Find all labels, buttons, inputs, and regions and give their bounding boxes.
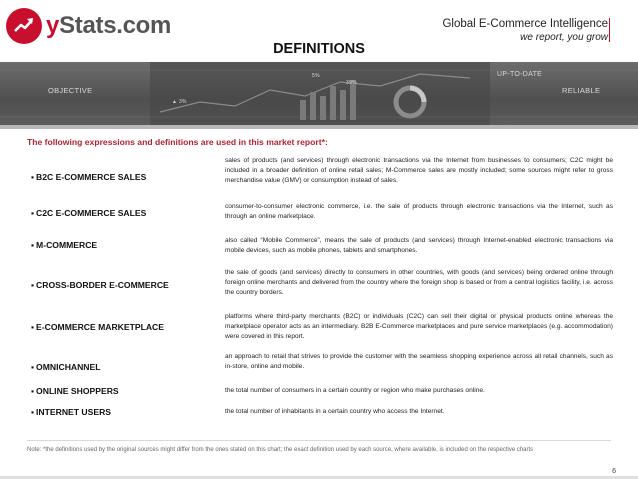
banner-word-objective: OBJECTIVE xyxy=(48,86,93,95)
brand-title: Global E-Commerce Intelligence xyxy=(442,18,608,30)
brand-block xyxy=(442,18,608,43)
definition-text: platforms where third-party merchants (B2C) or individuals (C2C) can sell their digital or physical products online whereas the marketplace operator acts as an intermediary. B2B E-Commerce marketplaces and pure service marketplaces (e.g. accommodation) were covered in this report. xyxy=(225,313,613,340)
definition-term: ▪ C2C E-COMMERCE SALES xyxy=(31,208,146,218)
banner-graphic xyxy=(0,62,638,125)
logo xyxy=(6,8,171,44)
header-banner xyxy=(0,62,638,125)
definition-text: consumer-to-consumer electronic commerce, i.e. the sale of products through electronic transactions via the Internet, such as through an online marketplace. xyxy=(225,203,613,220)
intro-text: The following expressions and definitions are used in this market report*: xyxy=(27,137,328,147)
definition-term: ▪ INTERNET USERS xyxy=(31,407,111,417)
definition-text: sales of products (and services) through electronic transactions via the Internet from businesses to consumers; C2C might be included in a broader definition of online retail sales; M-Commerce sales are mostly included; some sources might refer to gross merchandise value (GMV) or consumption instead of sales. xyxy=(225,157,613,184)
definition-text: the total number of inhabitants in a certain country who access the Internet. xyxy=(225,408,445,415)
definition-text: the sale of goods (and services) directly to consumers in other countries, with goods (and services) being ordered online through foreign online merchants and delivered from the country where the foreign shop is based or from a central logistics facility, i.e. across the country borders. xyxy=(225,269,613,296)
banner-strip xyxy=(0,125,638,129)
logo-arrow-icon xyxy=(6,8,42,44)
definition-text: also called “Mobile Commerce”, means the sale of products (and services) through Internet-enabled electronic transactions via mobile devices, such as mobile phones, tablets and smartphones. xyxy=(225,237,613,254)
banner-word-up-to-date: UP-TO-DATE xyxy=(497,71,543,78)
page-number: 6 xyxy=(612,468,616,475)
definition-text: an approach to retail that strives to provide the customer with the seamless shopping experience across all retail channels, such as in-store, online and mobile. xyxy=(225,353,613,370)
banner-figure-c: ▲ 3% xyxy=(172,99,187,105)
brand-tagline: we report, you grow xyxy=(520,32,608,43)
page-title: DEFINITIONS xyxy=(273,41,365,57)
brand-divider xyxy=(609,18,610,42)
banner-word-reliable: RELIABLE xyxy=(562,86,601,95)
definition-term: ▪ OMNICHANNEL xyxy=(31,362,101,372)
definition-term: ▪ B2C E-COMMERCE SALES xyxy=(31,172,146,182)
banner-figure-a: 5% xyxy=(312,73,320,79)
definition-text: the total number of consumers in a certain country or region who make purchases online. xyxy=(225,387,485,394)
banner-figure-b: 39% xyxy=(346,80,357,86)
logo-text: yStats.com xyxy=(46,12,172,39)
definition-term: ▪ ONLINE SHOPPERS xyxy=(31,386,119,396)
definition-term: ▪ CROSS-BORDER E-COMMERCE xyxy=(31,280,169,290)
definition-term: ▪ M-COMMERCE xyxy=(31,240,97,250)
footnote: Note: *the definitions used by the original sources might differ from the ones stated on this chart; the exact definition used by each source, where available, is included on the respective charts xyxy=(27,447,534,453)
definition-term: ▪ E-COMMERCE MARKETPLACE xyxy=(31,322,164,332)
footer-divider xyxy=(27,440,611,441)
